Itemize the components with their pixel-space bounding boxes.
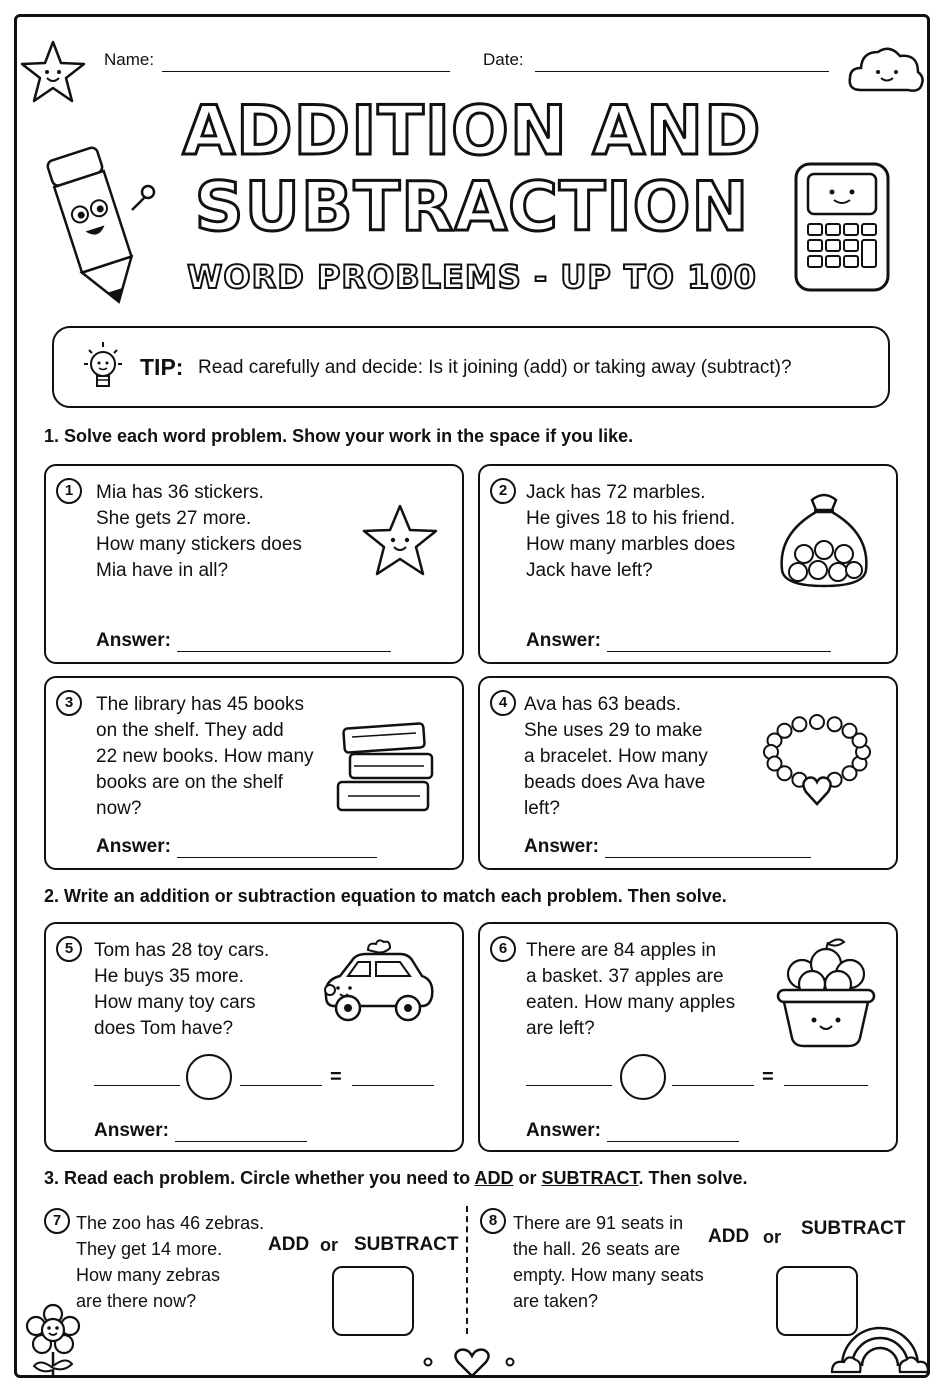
car-icon xyxy=(318,936,438,1026)
equals-sign: = xyxy=(330,1066,342,1088)
equation-blank[interactable] xyxy=(352,1084,434,1086)
problem-text: Mia has 36 stickers. She gets 27 more. How many stickers does Mia have in all? xyxy=(96,482,302,581)
subtract-choice[interactable]: SUBTRACT xyxy=(354,1234,459,1255)
flower-icon xyxy=(22,1304,84,1382)
section-2-title: 2. Write an addition or subtraction equation to match each problem. Then solve. xyxy=(44,886,727,906)
marble-bag-icon xyxy=(774,486,874,590)
rainbow-icon xyxy=(830,1300,930,1378)
problem-text: Jack has 72 marbles. He gives 18 to his friend. How many marbles does Jack have left? xyxy=(526,482,736,581)
problem-card-5 xyxy=(44,922,464,1152)
lightbulb-icon xyxy=(78,340,128,396)
answer-line[interactable]: Answer: xyxy=(526,1120,739,1142)
problem-card-6 xyxy=(478,922,898,1152)
problem-number: 5 xyxy=(56,936,82,962)
tip-label: TIP: xyxy=(140,354,184,380)
problem-card-2 xyxy=(478,464,898,664)
date-label: Date: xyxy=(483,50,524,69)
calculator-icon xyxy=(790,160,895,295)
bead xyxy=(843,724,857,738)
answer-line[interactable]: Answer: xyxy=(94,1120,307,1142)
subtitle: WORD PROBLEMS - UP TO 100 xyxy=(187,258,757,296)
problem-number: 8 xyxy=(480,1208,506,1234)
bead xyxy=(792,717,806,731)
section-3-title: 3. Read each problem. Circle whether you need to ADD or SUBTRACT. Then solve. xyxy=(44,1168,748,1188)
answer-line[interactable]: Answer: xyxy=(96,836,377,858)
dashed-divider xyxy=(466,1206,468,1334)
answer-line[interactable]: Answer: xyxy=(526,630,831,652)
date-field[interactable] xyxy=(483,50,831,74)
apple-basket-icon xyxy=(774,934,878,1054)
problem-card-4 xyxy=(478,676,898,870)
problem-text: There are 84 apples in a basket. 37 apples are eaten. How many apples are left? xyxy=(526,940,736,1039)
equation-blank[interactable] xyxy=(672,1084,754,1086)
star-icon xyxy=(360,502,440,580)
smiling-cloud-icon xyxy=(846,40,926,100)
or-text: or xyxy=(320,1235,338,1255)
problem-card-1 xyxy=(44,464,464,664)
add-choice[interactable]: ADD xyxy=(708,1226,750,1247)
bead xyxy=(828,717,842,731)
equation-blank[interactable] xyxy=(240,1084,322,1086)
name-field[interactable] xyxy=(104,50,450,74)
problem-number: 6 xyxy=(490,936,516,962)
problem-number: 4 xyxy=(490,690,516,716)
or-text: or xyxy=(763,1227,781,1247)
title-line-1: ADDITION AND xyxy=(182,92,762,171)
heart-icon xyxy=(420,1346,524,1380)
equals-sign: = xyxy=(762,1066,774,1088)
tip-box xyxy=(52,326,890,408)
bead xyxy=(810,715,824,729)
name-label: Name: xyxy=(104,50,155,69)
section-1-title: 1. Solve each word problem. Show your work in the space if you like. xyxy=(44,426,634,446)
problem-card-3 xyxy=(44,676,464,870)
answer-box[interactable] xyxy=(332,1266,414,1336)
operator-circle[interactable] xyxy=(620,1054,666,1100)
answer-line[interactable]: Answer: xyxy=(96,630,391,652)
equation-blank[interactable] xyxy=(526,1084,612,1086)
problem-number: 1 xyxy=(56,478,82,504)
answer-line[interactable]: Answer: xyxy=(524,836,811,858)
problem-text-8: There are 91 seats in the hall. 26 seats are empty. How many seats are taken? xyxy=(513,1213,704,1311)
bracelet-icon xyxy=(760,712,874,810)
equation-blank[interactable] xyxy=(94,1084,180,1086)
problem-number: 3 xyxy=(56,690,82,716)
equation-blank[interactable] xyxy=(784,1084,868,1086)
title-line-2: SUBTRACTION xyxy=(194,168,750,247)
books-icon xyxy=(334,720,440,818)
problem-text-7: The zoo has 46 zebras. They get 14 more. How many zebras are there now? xyxy=(76,1213,265,1311)
problem-text: The library has 45 books on the shelf. They add 22 new books. How many books are on the shelf now? xyxy=(96,694,314,819)
problem-number: 2 xyxy=(490,478,516,504)
problem-text: Ava has 63 beads. She uses 29 to make a bracelet. How many beads does Ava have left? xyxy=(524,694,708,819)
tip-text: Read carefully and decide: Is it joining (add) or taking away (subtract)? xyxy=(198,357,792,378)
problem-number: 7 xyxy=(44,1208,70,1234)
add-choice[interactable]: ADD xyxy=(268,1234,310,1255)
problem-text: Tom has 28 toy cars. He buys 35 more. How many toy cars does Tom have? xyxy=(94,940,270,1039)
subtract-choice[interactable]: SUBTRACT xyxy=(801,1218,906,1239)
bead xyxy=(778,766,792,780)
operator-circle[interactable] xyxy=(186,1054,232,1100)
